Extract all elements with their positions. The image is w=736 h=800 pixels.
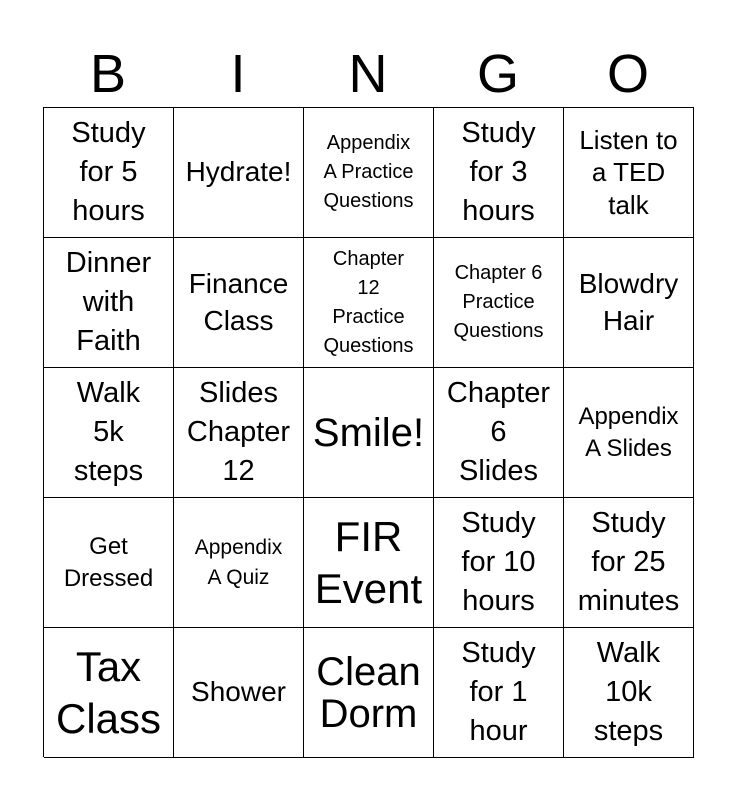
bingo-cell-r3c1[interactable]: Walk 5k steps — [44, 368, 174, 498]
bingo-cell-r1c1[interactable]: Study for 5 hours — [44, 108, 174, 238]
bingo-cell-r3c5[interactable]: Appendix A Slides — [564, 368, 694, 498]
bingo-cell-r4c1[interactable]: Get Dressed — [44, 498, 174, 628]
bingo-board — [43, 107, 694, 757]
bingo-cell-r2c3[interactable]: Chapter 12 Practice Questions — [304, 238, 434, 368]
header-letter-n: N — [348, 44, 388, 104]
header-letter-g: G — [476, 44, 519, 104]
bingo-cell-r1c2[interactable]: Hydrate! — [174, 108, 304, 238]
bingo-cell-r3c2[interactable]: Slides Chapter 12 — [174, 368, 304, 498]
bingo-cell-r1c4[interactable]: Study for 3 hours — [434, 108, 564, 238]
header-letter-o: O — [606, 44, 649, 104]
bingo-cell-r4c3[interactable]: FIR Event — [304, 498, 434, 628]
bingo-cell-r1c5[interactable]: Listen to a TED talk — [564, 108, 694, 238]
bingo-header — [43, 40, 693, 108]
bingo-cell-r3c3[interactable]: Smile! — [304, 368, 434, 498]
bingo-cell-r4c2[interactable]: Appendix A Quiz — [174, 498, 304, 628]
bingo-cell-r2c5[interactable]: Blowdry Hair — [564, 238, 694, 368]
bingo-cell-r5c3[interactable]: Clean Dorm — [304, 628, 434, 758]
bingo-cell-r1c3[interactable]: Appendix A Practice Questions — [304, 108, 434, 238]
bingo-cell-r2c1[interactable]: Dinner with Faith — [44, 238, 174, 368]
bingo-cell-r4c5[interactable]: Study for 25 minutes — [564, 498, 694, 628]
bingo-cell-r2c4[interactable]: Chapter 6 Practice Questions — [434, 238, 564, 368]
header-letter-b: B — [89, 44, 127, 104]
bingo-cell-r2c2[interactable]: Finance Class — [174, 238, 304, 368]
bingo-cell-r5c5[interactable]: Walk 10k steps — [564, 628, 694, 758]
header-letter-i: I — [230, 44, 246, 104]
bingo-cell-r5c1[interactable]: Tax Class — [44, 628, 174, 758]
bingo-cell-r5c4[interactable]: Study for 1 hour — [434, 628, 564, 758]
bingo-cell-r3c4[interactable]: Chapter 6 Slides — [434, 368, 564, 498]
bingo-cell-r5c2[interactable]: Shower — [174, 628, 304, 758]
bingo-cell-r4c4[interactable]: Study for 10 hours — [434, 498, 564, 628]
